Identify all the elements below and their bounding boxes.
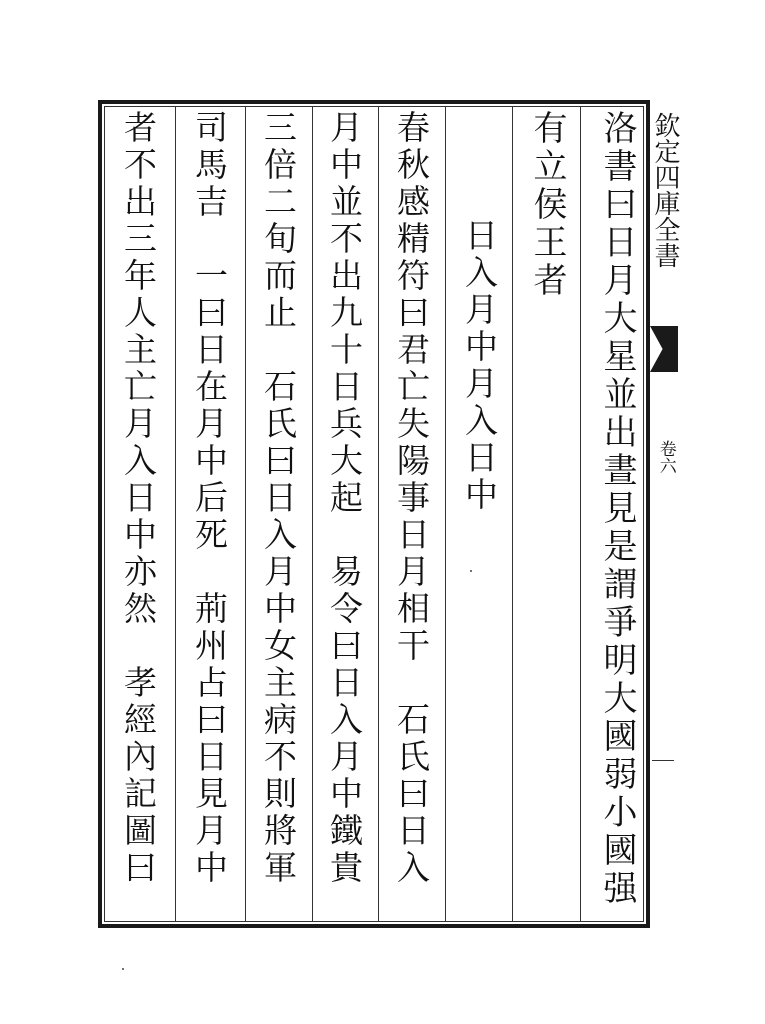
column-divider [378,106,379,922]
text-column-1: 洛書曰日月大星並出晝見是謂爭明大國弱小國强 [597,110,637,908]
column-divider [245,106,246,922]
text-column-3: 日入月中月入日中 [460,218,499,514]
text-column-5: 月中並不出九十日兵大起 易令曰日入月中鐵貴 [325,110,364,887]
column-divider [512,106,513,922]
text-column-7: 司馬吉 一曰日在月中后死 荊州占曰日見月中 [190,110,229,887]
ink-speck [470,570,472,572]
ink-speck [122,968,124,970]
column-divider [312,106,313,922]
text-column-6: 三倍二旬而止 石氏曰日入月中女主病不則將軍 [259,110,298,887]
fish-tail-mark-icon [650,326,678,372]
text-column-4: 春秋感精符曰君亡失陽事日月相干 石氏曰日入 [392,110,431,887]
column-divider [175,106,176,922]
volume-label: 卷六 [655,440,676,474]
text-column-2: 有立侯王者 [527,110,567,300]
column-divider [580,106,581,922]
column-divider [445,106,446,922]
fold-line [652,760,674,761]
book-title-margin: 欽定四庫全書 [650,112,680,268]
text-column-8: 者不出三年人主亡月入日中亦然 孝經內記圖曰 [119,110,158,887]
